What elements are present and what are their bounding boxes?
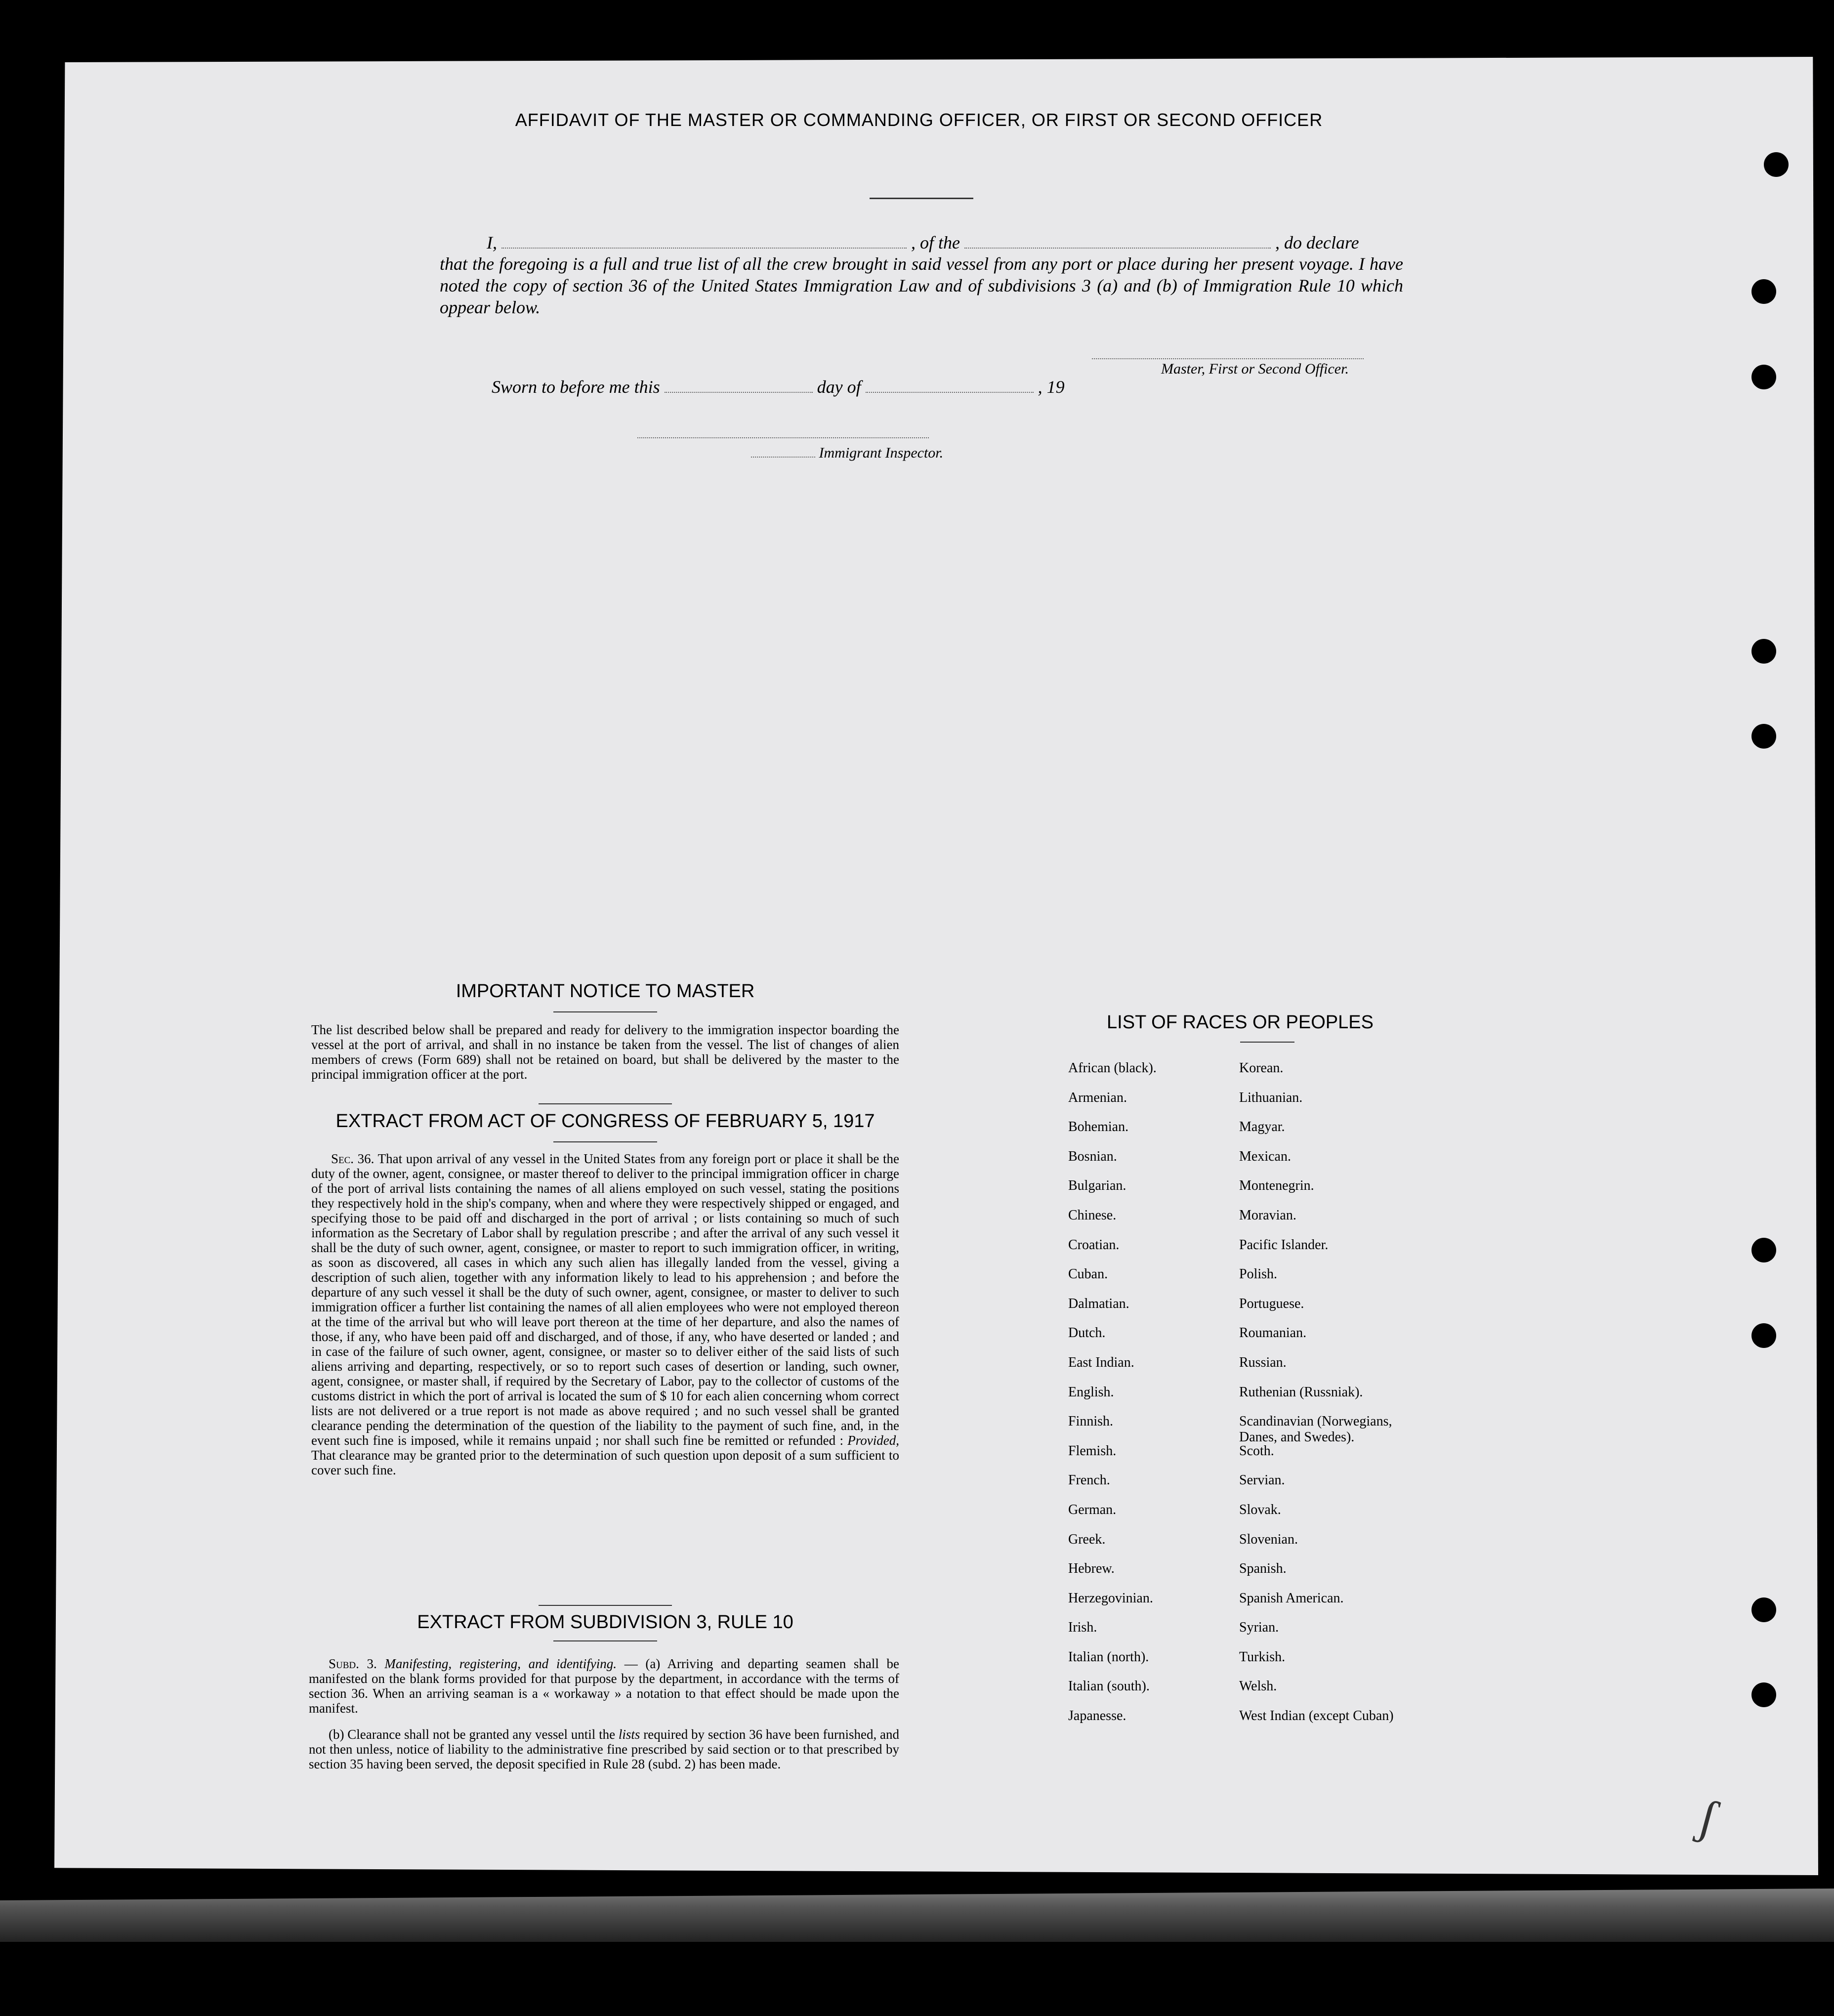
race-item: French.: [1068, 1472, 1110, 1488]
i-label: I,: [487, 233, 497, 252]
inspector-label: Immigrant Inspector.: [819, 445, 944, 461]
lists-word: lists: [618, 1727, 640, 1742]
race-item: Italian (north).: [1068, 1649, 1149, 1665]
race-item: Finnish.: [1068, 1414, 1114, 1429]
race-item: Lithuanian.: [1239, 1090, 1303, 1105]
races-right-column: [1239, 1060, 1427, 1738]
races-title: LIST OF RACES OR PEOPLES: [1107, 1012, 1374, 1033]
race-item: Irish.: [1068, 1620, 1097, 1636]
races-underline: [1240, 1042, 1294, 1043]
notice-title: IMPORTANT NOTICE TO MASTER: [456, 981, 755, 1002]
race-item: Slovenian.: [1239, 1531, 1298, 1547]
affidavit-declaration-line: [487, 232, 1359, 253]
rule-title: EXTRACT FROM SUBDIVISION 3, RULE 10: [417, 1612, 793, 1633]
vessel-field[interactable]: [964, 243, 1271, 249]
races-left-column: [1068, 1060, 1231, 1738]
race-item: African (black).: [1068, 1060, 1157, 1076]
sec-label: Sec. 36.: [331, 1151, 375, 1166]
race-item: Armenian.: [1068, 1090, 1127, 1105]
race-item: Mexican.: [1239, 1148, 1291, 1164]
race-item: Slovak.: [1239, 1502, 1281, 1517]
act-title: EXTRACT FROM ACT OF CONGRESS OF FEBRUARY 5, 1917: [335, 1111, 875, 1132]
act-underline: [553, 1141, 657, 1142]
race-item: Spanish.: [1239, 1561, 1287, 1577]
race-item: Dutch.: [1068, 1325, 1106, 1341]
race-item: Russian.: [1239, 1354, 1287, 1370]
race-item: Polish.: [1239, 1266, 1278, 1282]
inspector-signature-field[interactable]: [637, 432, 929, 438]
race-item: German.: [1068, 1502, 1117, 1517]
sworn-prefix: Sworn to before me this: [492, 377, 660, 397]
race-item: Scandinavian (Norwegians, Danes, and Swedes).: [1239, 1414, 1392, 1445]
race-item: Portuguese.: [1239, 1296, 1304, 1311]
race-item: Dalmatian.: [1068, 1296, 1129, 1311]
subd-b-text-2: required by section 36 have been furnished, and not then unless, notice of liability to the administrative fine prescribed by said section or to that prescribed by section 35 having been served, the deposit specified in Rule 28 (subd. 2) has been made.: [309, 1727, 899, 1771]
race-item: Pacific Islander.: [1239, 1237, 1329, 1253]
act-text-2: That clearance may be granted prior to the determination of such question upon deposit of a sum sufficient to cover such fine.: [311, 1448, 899, 1477]
race-item: Ruthenian (Russniak).: [1239, 1384, 1363, 1400]
rule-subd-a: [309, 1656, 899, 1716]
race-item: Roumanian.: [1239, 1325, 1307, 1341]
affidavit-title: AFFIDAVIT OF THE MASTER OR COMMANDING OFFICER, OR FIRST OR SECOND OFFICER: [515, 110, 1323, 130]
inspector-signature-label: [751, 445, 943, 462]
inspector-dots: [751, 454, 815, 458]
race-item: Italian (south).: [1068, 1679, 1150, 1694]
binder-hole: [1764, 152, 1789, 177]
race-item: Flemish.: [1068, 1443, 1117, 1459]
day-of-label: day of: [817, 377, 861, 397]
binder-hole: [1751, 1323, 1776, 1348]
handwritten-mark: ʃ: [1693, 1788, 1723, 1846]
race-item: Scoth.: [1239, 1443, 1274, 1459]
race-item: Montenegrin.: [1239, 1178, 1314, 1194]
race-item: West Indian (except Cuban): [1239, 1708, 1394, 1724]
binder-hole: [1751, 279, 1776, 304]
scanner-edge: [0, 1883, 1834, 1942]
race-item: Korean.: [1239, 1060, 1284, 1076]
sworn-month-field[interactable]: [866, 387, 1034, 393]
subd-b-text-1: (b) Clearance shall not be granted any vessel until the: [329, 1727, 616, 1742]
race-item: Magyar.: [1239, 1119, 1285, 1135]
sworn-day-field[interactable]: [665, 387, 813, 393]
affidavit-paragraph: that the foregoing is a full and true list of all the crew brought in said vessel from any port or place during her present voyage. I have noted the copy of section 36 of the United States Immigration Law and of subdivisions 3 (a) and (b) of Immigration Rule 10 which oppear below.: [440, 254, 1403, 317]
act-text: [311, 1151, 899, 1477]
subd-title: Manifesting, registering, and identifying.: [384, 1656, 617, 1671]
do-declare-label: , do declare: [1275, 233, 1359, 252]
race-item: Bohemian.: [1068, 1119, 1129, 1135]
rule-underline: [553, 1640, 657, 1641]
race-item: Turkish.: [1239, 1649, 1286, 1665]
binder-hole: [1751, 1597, 1776, 1622]
race-item: East Indian.: [1068, 1354, 1134, 1370]
binder-hole: [1751, 1238, 1776, 1262]
of-the-label: , of the: [911, 233, 960, 252]
race-item: Syrian.: [1239, 1620, 1279, 1636]
race-item: Japanesse.: [1068, 1708, 1126, 1724]
binder-hole: [1751, 724, 1776, 749]
race-item: Spanish American.: [1239, 1590, 1344, 1606]
master-signature-label: Master, First or Second Officer.: [1161, 361, 1349, 377]
provided-label: Provided,: [847, 1433, 900, 1448]
subd-a-text: — (a) Arriving and departing seamen shall be manifested on the blank forms provided for that purpose by the department, in accordance with the terms of section 36. When an arriving seaman is a « workaway » a notation to that effect should be made upon the manifest.: [309, 1656, 899, 1716]
sworn-line: [492, 377, 1065, 397]
document-page: [54, 57, 1818, 1875]
binder-hole: [1751, 1682, 1776, 1707]
name-field[interactable]: [501, 243, 907, 249]
race-item: Hebrew.: [1068, 1561, 1115, 1577]
rule-subd-b: [309, 1727, 899, 1771]
notice-text: The list described below shall be prepared and ready for delivery to the immigration inspector boarding the vessel at the port of arrival, and shall in no instance be taken from the vessel. The list of changes of alien members of crews (Form 689) shall not be retained on board, but shall be delivered by the master to the principal immigration officer at the port.: [311, 1022, 899, 1082]
race-item: Welsh.: [1239, 1679, 1277, 1694]
race-item: Servian.: [1239, 1472, 1285, 1488]
act-text-1: That upon arrival of any vessel in the United States from any foreign port or place it shall be the duty of the owner, agent, consignee, or master thereof to deliver to the principal immigration officer in charge of the port of arrival lists containing the names of all aliens employed on such vessel, stating the positions they respectively hold in the ship's company, when and where they were respectively shipped or engaged, and specifying those to be paid off and discharged in the port of arrival ; or lists containing so much of such information as the Secretary of Labor shall by regulation prescribe ; and after the arrival of any such vessel it shall be the duty of such owner, agent, consignee, or master to report to such immigration officer, in writing, as soon as discovered, all cases in which any such alien has illegally landed from the vessel, giving a description of such alien, together with any information likely to lead to his apprehension ; and before the departure of any such vessel it shall be the duty of such owner, agent, consignee, or master to deliver to such immigration officer a further list containing the names of all alien employees who were not employed thereon at the time of the arrival but who will leave port thereon at the time of her departure, and also the names of those, if any, who have been paid off and discharged, and of those, if any, who have deserted or landed ; and in case of the failure of such owner, agent, consignee, or master so to deliver either of the said lists of such aliens arriving and departing, respectively, or so to report such cases of desertion or landing, such owner, agent, consignee, or master shall, if required by the Secretary of Labor, pay to the collector of customs of the customs district in which the port of arrival is located the sum of $ 10 for each alien concerning whom correct lists are not delivered or a true report is not made as above required ; and no such vessel shall be granted clearance pending the determination of the question of the liability to the payment of such fine, and, in the event such fine is imposed, while it remains unpaid ; nor shall such fine be remitted or refunded :: [311, 1151, 899, 1448]
race-item: Croatian.: [1068, 1237, 1120, 1253]
binder-hole: [1751, 639, 1776, 664]
race-item: Cuban.: [1068, 1266, 1108, 1282]
year-prefix: , 19: [1038, 377, 1065, 397]
master-signature-field[interactable]: [1092, 353, 1364, 359]
race-item: Chinese.: [1068, 1207, 1117, 1223]
notice-underline: [553, 1011, 657, 1012]
race-item: Moravian.: [1239, 1207, 1296, 1223]
race-item: Bosnian.: [1068, 1148, 1117, 1164]
race-item: English.: [1068, 1384, 1114, 1400]
notice-rule: [539, 1103, 672, 1104]
subd-label: Subd. 3.: [329, 1656, 377, 1671]
race-item: Greek.: [1068, 1531, 1106, 1547]
binder-hole: [1751, 365, 1776, 389]
race-item: Bulgarian.: [1068, 1178, 1126, 1194]
act-rule: [539, 1605, 672, 1606]
title-underline: [870, 198, 973, 199]
race-item: Herzegovinian.: [1068, 1590, 1153, 1606]
